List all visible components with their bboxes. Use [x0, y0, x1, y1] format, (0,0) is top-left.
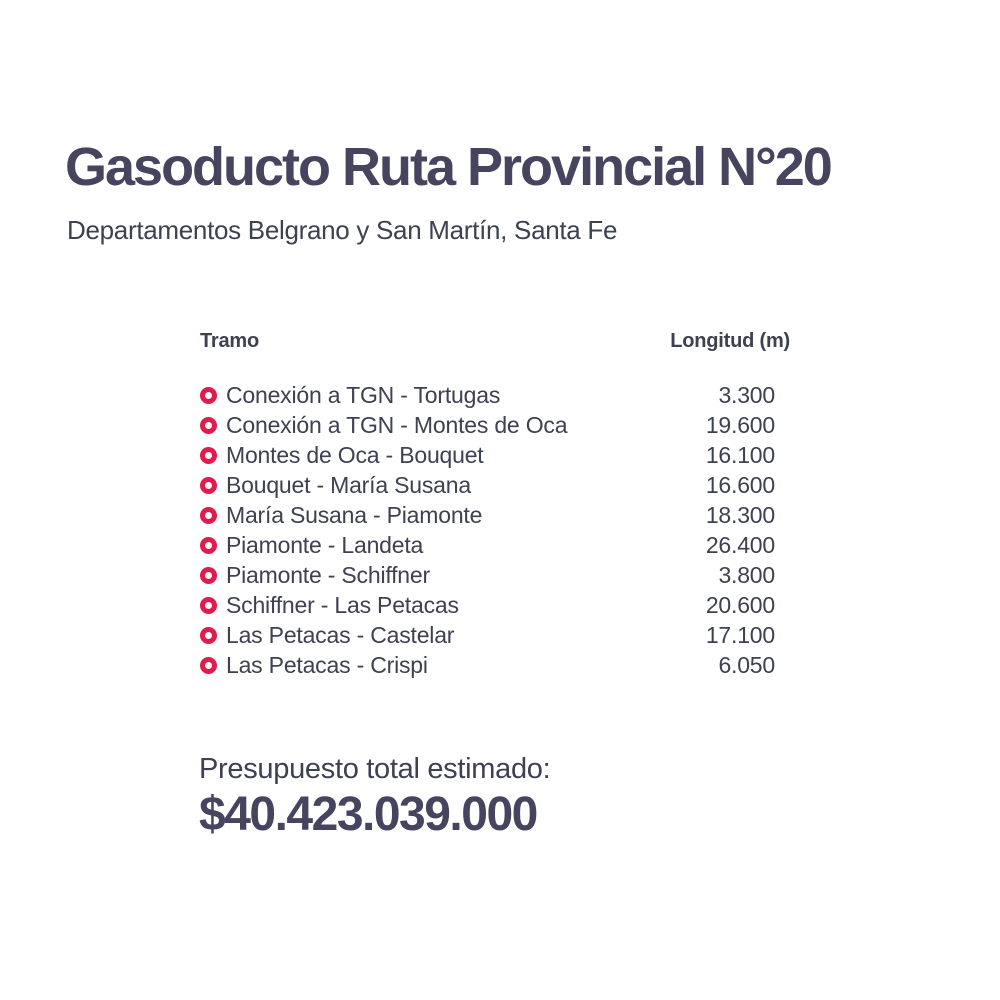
- table-row: [200, 500, 790, 530]
- ring-bullet-icon: [200, 507, 217, 524]
- budget-summary: [199, 751, 550, 842]
- row-tramo: Conexión a TGN - Tortugas: [226, 381, 501, 408]
- table-row: [200, 590, 790, 620]
- row-tramo: Conexión a TGN - Montes de Oca: [226, 411, 568, 438]
- column-header-tramo: Tramo: [200, 330, 260, 352]
- table-row: [200, 440, 790, 470]
- row-tramo: Montes de Oca - Bouquet: [226, 441, 484, 468]
- row-longitud: 17.100: [705, 621, 775, 648]
- ring-bullet-icon: [200, 477, 217, 494]
- row-longitud: 26.400: [705, 531, 775, 558]
- ring-bullet-icon: [200, 567, 217, 584]
- row-longitud: 19.600: [705, 411, 775, 438]
- ring-bullet-icon: [200, 417, 217, 434]
- row-longitud: 3.800: [718, 561, 775, 588]
- ring-bullet-icon: [200, 387, 217, 404]
- table-rows: [200, 380, 790, 680]
- row-tramo: María Susana - Piamonte: [226, 501, 483, 528]
- page-title: Gasoducto Ruta Provincial N°20: [65, 137, 831, 197]
- row-tramo: Bouquet - María Susana: [226, 471, 471, 498]
- row-tramo: Schiffner - Las Petacas: [226, 591, 459, 618]
- row-tramo: Las Petacas - Crispi: [226, 651, 428, 678]
- ring-bullet-icon: [200, 537, 217, 554]
- tramos-table: [200, 330, 790, 680]
- table-row: [200, 380, 790, 410]
- ring-bullet-icon: [200, 657, 217, 674]
- row-longitud: 16.100: [705, 441, 775, 468]
- table-row: [200, 410, 790, 440]
- table-header-row: [200, 330, 790, 353]
- ring-bullet-icon: [200, 447, 217, 464]
- row-tramo: Las Petacas - Castelar: [226, 621, 455, 648]
- ring-bullet-icon: [200, 627, 217, 644]
- table-row: [200, 470, 790, 500]
- ring-bullet-icon: [200, 597, 217, 614]
- column-header-longitud: Longitud (m): [670, 330, 790, 352]
- budget-amount: $40.423.039.000: [199, 788, 537, 841]
- row-longitud: 18.300: [705, 501, 775, 528]
- table-row: [200, 530, 790, 560]
- row-longitud: 16.600: [705, 471, 775, 498]
- row-longitud: 20.600: [705, 591, 775, 618]
- table-row: [200, 560, 790, 590]
- row-longitud: 6.050: [718, 651, 775, 678]
- table-row: [200, 650, 790, 680]
- row-tramo: Piamonte - Schiffner: [226, 561, 430, 588]
- budget-label: Presupuesto total estimado:: [199, 753, 551, 785]
- table-row: [200, 620, 790, 650]
- page-subtitle: Departamentos Belgrano y San Martín, Santa Fe: [67, 215, 618, 245]
- row-longitud: 3.300: [718, 381, 775, 408]
- row-tramo: Piamonte - Landeta: [226, 531, 424, 558]
